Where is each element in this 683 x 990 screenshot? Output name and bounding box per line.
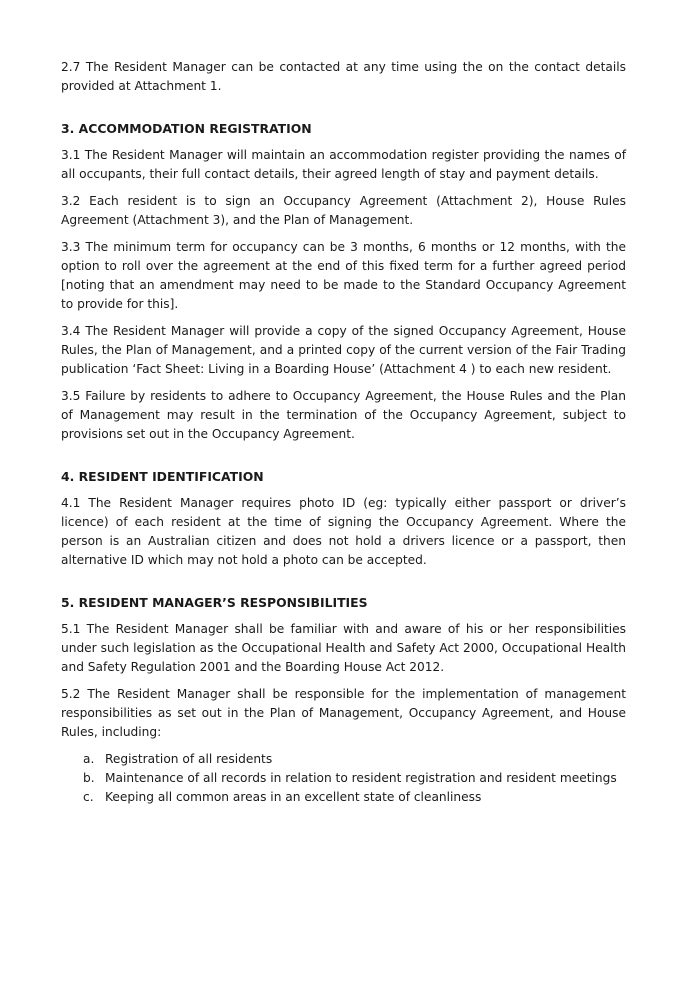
paragraph-3-5: 3.5 Failure by residents to adhere to Occupancy Agreement, the House Rules and the Plan of Management may result in the termination of the Occupancy Agreement, subject to provisions set out in the Occupancy Agreement. [61, 389, 626, 441]
paragraph-5-2: 5.2 The Resident Manager shall be responsible for the implementation of management responsibilities as set out in the Plan of Management, Occupancy Agreement, and House Rules, including: [61, 687, 626, 739]
list-marker: a. [83, 752, 95, 766]
list-marker: b. [83, 771, 95, 785]
responsibilities-list [61, 750, 626, 807]
list-item [61, 750, 626, 769]
list-marker: c. [83, 790, 94, 804]
section-gap [61, 578, 626, 593]
list-item-text: Registration of all residents [105, 752, 273, 766]
list-item [61, 788, 626, 807]
paragraph-5-1: 5.1 The Resident Manager shall be familiar with and aware of his or her responsibilities under such legislation as the Occupational Health and Safety Act 2000, Occupational Health and Safety Regulation 2001 and the Boarding House Act 2012. [61, 622, 626, 674]
paragraph-3-1: 3.1 The Resident Manager will maintain an accommodation register providing the names of all occupants, their full contact details, their agreed length of stay and payment details. [61, 148, 626, 181]
document-page [61, 58, 626, 807]
heading-accommodation-registration: 3. ACCOMMODATION REGISTRATION [61, 121, 312, 136]
list-item-text: Keeping all common areas in an excellent state of cleanliness [105, 790, 482, 804]
paragraph-3-2: 3.2 Each resident is to sign an Occupancy Agreement (Attachment 2), House Rules Agreement (Attachment 3), and the Plan of Management. [61, 194, 626, 227]
section-gap [61, 452, 626, 467]
section-gap [61, 104, 626, 119]
list-item [61, 769, 626, 788]
heading-resident-manager-responsibilities: 5. RESIDENT MANAGER’S RESPONSIBILITIES [61, 595, 368, 610]
heading-resident-identification: 4. RESIDENT IDENTIFICATION [61, 469, 264, 484]
paragraph-4-1: 4.1 The Resident Manager requires photo ID (eg: typically either passport or driver’s licence) of each resident at the time of signing the Occupancy Agreement. Where the person is an Australian citizen and does not hold a drivers licence or a passport, then alternative ID which may not hold a photo can be accepted. [61, 496, 626, 567]
paragraph-2-7: 2.7 The Resident Manager can be contacted at any time using the on the contact details provided at Attachment 1. [61, 60, 626, 93]
paragraph-3-4: 3.4 The Resident Manager will provide a copy of the signed Occupancy Agreement, House Rules, the Plan of Management, and a printed copy of the current version of the Fair Trading publication ‘Fact Sheet: Living in a Boarding House’ (Attachment 4 ) to each new resident. [61, 324, 626, 376]
list-item-text: Maintenance of all records in relation to resident registration and resident meetings [105, 771, 617, 785]
paragraph-3-3: 3.3 The minimum term for occupancy can be 3 months, 6 months or 12 months, with the option to roll over the agreement at the end of this fixed term for a further agreed period [noting that an amendment may need to be made to the Standard Occupancy Agreement to provide for this]. [61, 240, 626, 311]
